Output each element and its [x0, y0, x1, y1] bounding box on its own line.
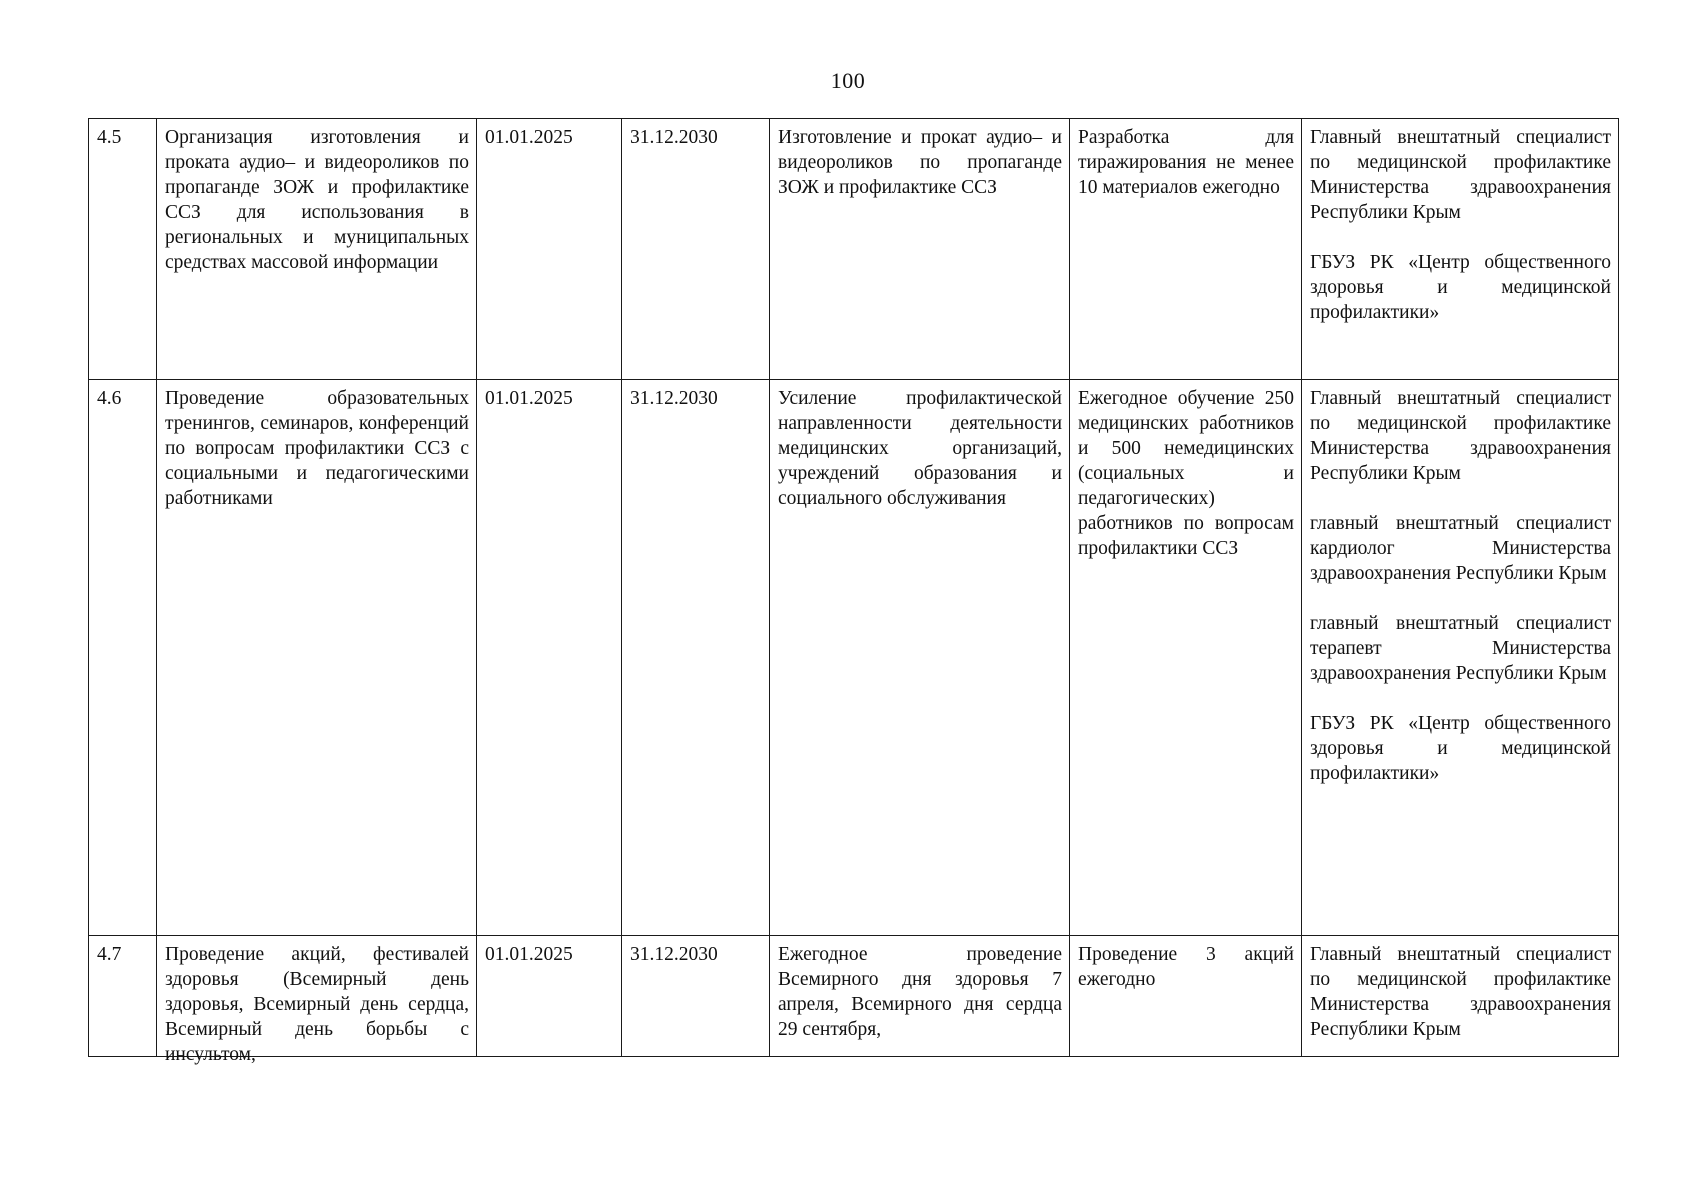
measure-name: Организация изготовления и проката аудио– и видеороликов по пропаганде ЗОЖ и профилактике ССЗ для использования в региональных и муниципальных средствах массовой информации [157, 119, 477, 380]
page-number: 100 [830, 68, 866, 93]
row-number: 4.6 [89, 380, 157, 936]
indicator: Проведение 3 акций ежегодно [1070, 936, 1302, 1057]
table-row [89, 936, 1619, 1057]
expected-result: Усиление профилактической направленности деятельности медицинских организаций, учреждений образования и социального обслуживания [770, 380, 1070, 936]
measures-table [88, 118, 1619, 1065]
responsible-entry: главный внештатный специалист кардиолог Министерства здравоохранения Республики Крым [1310, 513, 1611, 584]
responsible-entry: Главный внештатный специалист по медицинской профилактике Министерства здравоохранения Республики Крым [1310, 944, 1611, 1040]
measure-name: Проведение образовательных тренингов, семинаров, конференций по вопросам профилактики ССЗ с социальными и педагогическими работниками [157, 380, 477, 936]
responsible-entry: Главный внештатный специалист по медицинской профилактике Министерства здравоохранения Республики Крым [1310, 388, 1611, 484]
table-row [89, 119, 1619, 380]
end-date: 31.12.2030 [622, 380, 770, 936]
start-date: 01.01.2025 [477, 380, 622, 936]
responsible-cell [1302, 119, 1619, 380]
end-date: 31.12.2030 [622, 119, 770, 380]
measure-name: Проведение акций, фестивалей здоровья (Всемирный день здоровья, Всемирный день сердца, Всемирный день борьбы с инсультом, [157, 936, 477, 1057]
responsible-cell [1302, 380, 1619, 936]
expected-result: Изготовление и прокат аудио– и видеороликов по пропаганде ЗОЖ и профилактике ССЗ [770, 119, 1070, 380]
responsible-entry: главный внештатный специалист терапевт Министерства здравоохранения Республики Крым [1310, 613, 1611, 684]
expected-result: Ежегодное проведение Всемирного дня здоровья 7 апреля, Всемирного дня сердца 29 сентября, [770, 936, 1070, 1057]
start-date: 01.01.2025 [477, 936, 622, 1057]
responsible-entry: ГБУЗ РК «Центр общественного здоровья и медицинской профилактики» [1310, 713, 1611, 784]
responsible-entry: ГБУЗ РК «Центр общественного здоровья и медицинской профилактики» [1310, 252, 1611, 323]
table-row [89, 380, 1619, 936]
indicator: Ежегодное обучение 250 медицинских работников и 500 немедицинских (социальных и педагогических) работников по вопросам профилактики ССЗ [1070, 380, 1302, 936]
responsible-cell [1302, 936, 1619, 1057]
row-number: 4.7 [89, 936, 157, 1057]
row-number: 4.5 [89, 119, 157, 380]
indicator: Разработка для тиражирования не менее 10 материалов ежегодно [1070, 119, 1302, 380]
responsible-entry: Главный внештатный специалист по медицинской профилактике Министерства здравоохранения Республики Крым [1310, 127, 1611, 223]
start-date: 01.01.2025 [477, 119, 622, 380]
end-date: 31.12.2030 [622, 936, 770, 1057]
